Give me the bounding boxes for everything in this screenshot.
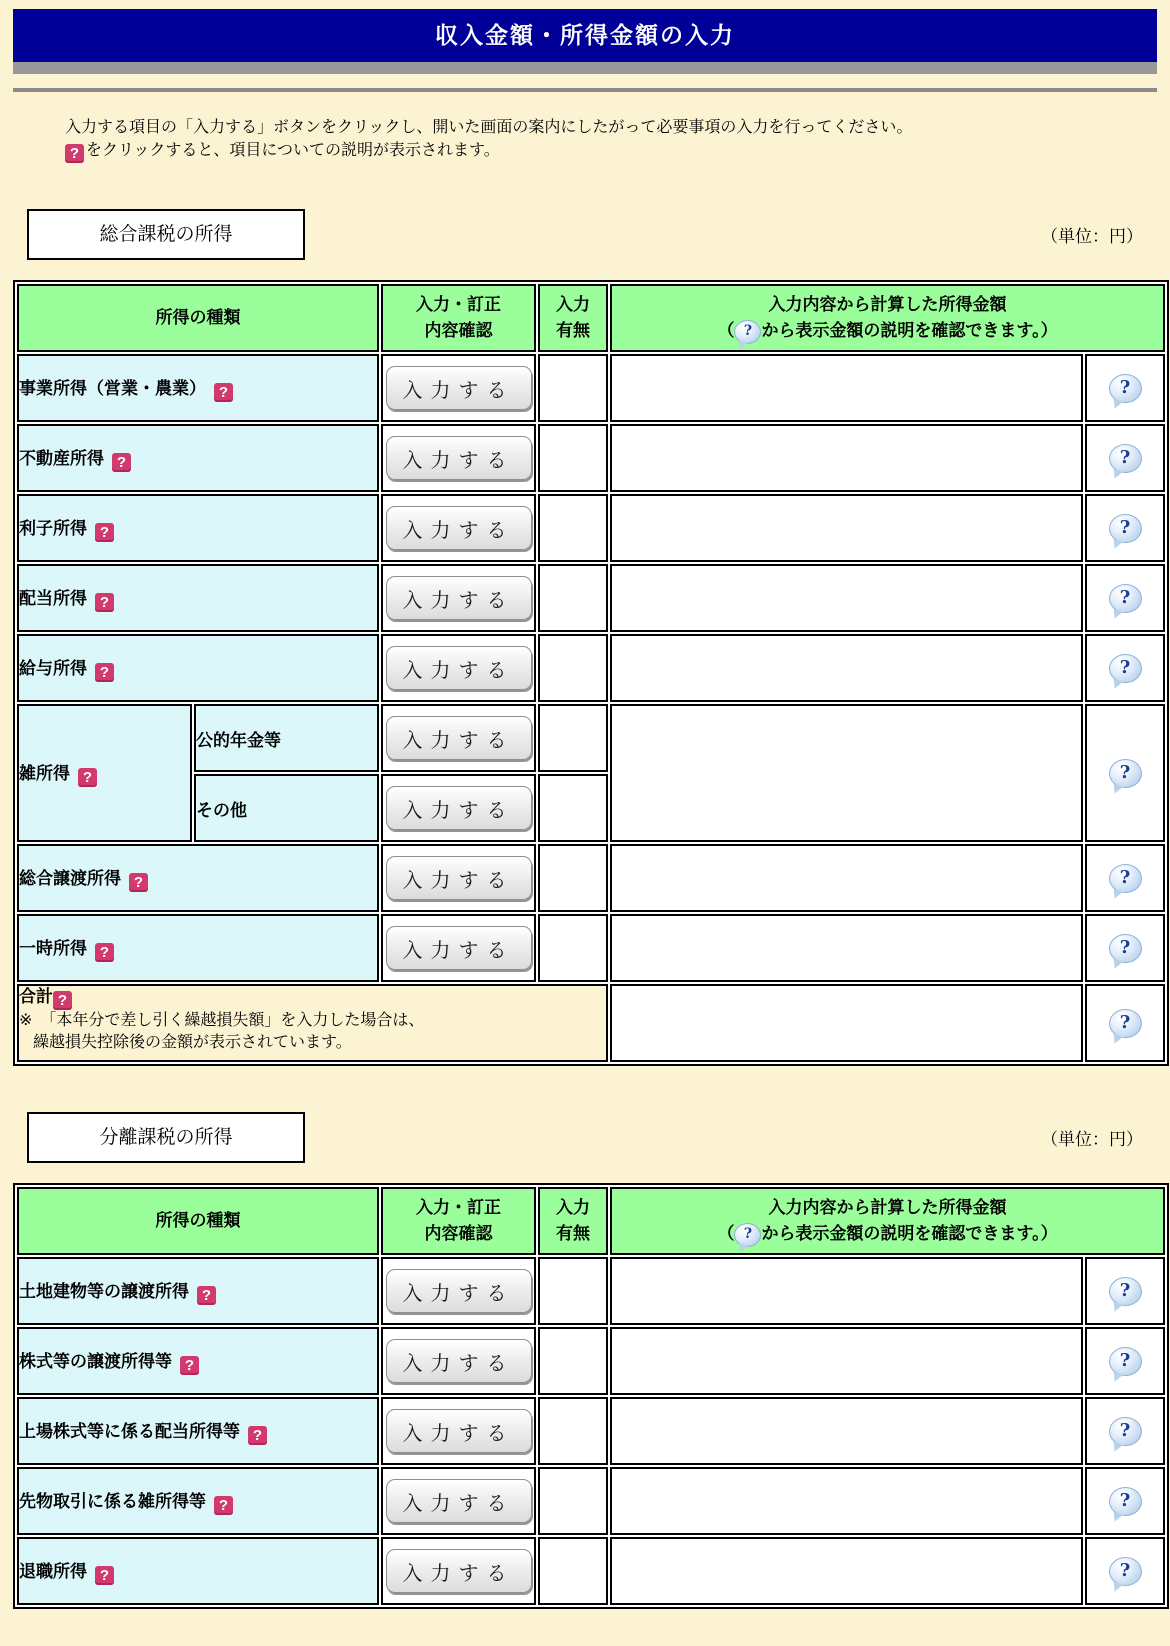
amount-help-icon-total[interactable]: ? [1109,1009,1142,1038]
input-flag-cell-public-pension [538,704,608,772]
help-badge-icon-business-agriculture[interactable]: ? [214,383,233,402]
column-header-input-line2: 内容確認 [424,1224,493,1243]
input-flag-cell-interest [538,494,608,562]
amount-cell-employment [610,634,1083,702]
separate-income-table-container [13,1183,1157,1609]
amount-header-help-icon[interactable]: ? [734,320,761,344]
amount-cell-real-estate [610,424,1083,492]
amount-help-cell-retirement [1085,1537,1165,1605]
column-header-computed-amount [610,284,1165,352]
column-header-amount-line2 [612,1221,1163,1247]
amount-header-note-text: から表示金額の説明を確認できます。） [761,1224,1058,1243]
input-button-cell-real-estate [381,424,536,492]
input-flag-cell-occasional [538,914,608,982]
income-type-label-real-estate: 不動産所得 [19,449,104,468]
table-row-dividend [17,564,1165,632]
amount-help-icon-occasional[interactable]: ? [1109,934,1142,963]
column-header-amount-line1: 入力内容から計算した所得金額 [768,295,1007,314]
amount-help-cell-comprehensive-transfer [1085,844,1165,912]
income-table [13,1183,1169,1609]
table-row-retirement [17,1537,1165,1605]
input-button-cell-listed-stock-dividend [381,1397,536,1465]
help-badge-icon-land-building-transfer[interactable]: ? [197,1286,216,1305]
table-row-listed-stock-dividend [17,1397,1165,1465]
column-header-flag-line2: 有無 [556,321,590,340]
income-type-cell-listed-stock-dividend [17,1397,379,1465]
input-flag-cell-dividend [538,564,608,632]
input-button-cell-other [381,774,536,842]
column-header-flag-line1: 入力 [556,295,590,314]
column-header-income-type: 所得の種類 [17,284,379,352]
input-flag-cell-other [538,774,608,842]
income-type-label-interest: 利子所得 [19,519,87,538]
amount-help-cell-futures-misc [1085,1467,1165,1535]
column-header-input-flag [538,284,608,352]
input-button-employment[interactable]: 入力する [386,646,532,690]
column-header-input-line2: 内容確認 [424,321,493,340]
input-button-occasional[interactable]: 入力する [386,926,532,970]
income-type-label-business-agriculture: 事業所得（営業・農業） [19,379,206,398]
help-badge-icon[interactable]: ? [65,144,84,163]
total-note-line1: ※ 「本年分で差し引く繰越損失額」を入力した場合は、 [19,1012,425,1029]
amount-help-icon-business-agriculture[interactable]: ? [1109,374,1142,403]
amount-help-icon-dividend[interactable]: ? [1109,584,1142,613]
income-type-label-futures-misc: 先物取引に係る雑所得等 [19,1492,206,1511]
divider-rule [13,88,1157,92]
input-button-cell-dividend [381,564,536,632]
help-badge-icon-misc[interactable]: ? [78,768,97,787]
amount-help-cell-stock-transfer [1085,1327,1165,1395]
amount-cell-futures-misc [610,1467,1083,1535]
income-type-label-retirement: 退職所得 [19,1562,87,1581]
income-type-cell-futures-misc [17,1467,379,1535]
input-flag-cell-business-agriculture [538,354,608,422]
column-header-input-confirm [381,284,536,352]
income-type-cell-employment [17,634,379,702]
input-button-futures-misc[interactable]: 入力する [386,1479,532,1523]
column-header-input-line1: 入力・訂正 [416,1198,501,1217]
section-head-separate [13,1112,1157,1163]
amount-cell-stock-transfer [610,1327,1083,1395]
amount-help-cell-dividend [1085,564,1165,632]
instruction-line-2-text: をクリックすると、項目についての説明が表示されます。 [86,142,500,159]
title-shadow-bar [13,62,1157,74]
help-badge-icon-employment[interactable]: ? [95,663,114,682]
amount-help-cell-employment [1085,634,1165,702]
income-type-cell-comprehensive-transfer [17,844,379,912]
amount-help-icon-interest[interactable]: ? [1109,514,1142,543]
help-badge-icon-real-estate[interactable]: ? [112,453,131,472]
amount-help-icon-listed-stock-dividend[interactable]: ? [1109,1417,1142,1446]
column-header-input-confirm [381,1187,536,1255]
input-flag-cell-land-building-transfer [538,1257,608,1325]
column-header-amount-line2 [612,318,1163,344]
amount-help-cell-misc [1085,704,1165,842]
amount-help-icon-stock-transfer[interactable]: ? [1109,1347,1142,1376]
input-button-land-building-transfer[interactable]: 入力する [386,1269,532,1313]
help-badge-icon-total[interactable]: ? [53,991,72,1010]
help-badge-icon-futures-misc[interactable]: ? [214,1496,233,1515]
income-type-label-stock-transfer: 株式等の譲渡所得等 [19,1352,172,1371]
income-type-label-land-building-transfer: 土地建物等の譲渡所得 [19,1282,189,1301]
input-button-cell-land-building-transfer [381,1257,536,1325]
amount-cell-comprehensive-transfer [610,844,1083,912]
amount-help-cell-occasional [1085,914,1165,982]
help-badge-icon-dividend[interactable]: ? [95,593,114,612]
input-button-cell-comprehensive-transfer [381,844,536,912]
aggregate-income-table-container [13,280,1157,1066]
amount-header-note-text: から表示金額の説明を確認できます。） [761,321,1058,340]
income-type-cell-real-estate [17,424,379,492]
amount-cell-dividend [610,564,1083,632]
table-row-futures-misc [17,1467,1165,1535]
help-badge-icon-interest[interactable]: ? [95,523,114,542]
table-row-comprehensive-transfer [17,844,1165,912]
amount-help-cell-interest [1085,494,1165,562]
input-button-interest[interactable]: 入力する [386,506,532,550]
income-type-cell-dividend [17,564,379,632]
input-button-cell-stock-transfer [381,1327,536,1395]
column-header-flag-line2: 有無 [556,1224,590,1243]
amount-header-help-icon[interactable]: ? [734,1223,761,1247]
section-label-separate-taxation: 分離課税の所得 [27,1112,305,1163]
table-row-real-estate [17,424,1165,492]
amount-help-icon-employment[interactable]: ? [1109,654,1142,683]
table-row-occasional [17,914,1165,982]
help-badge-icon-occasional[interactable]: ? [95,943,114,962]
total-label-cell [17,984,608,1062]
column-header-flag-line1: 入力 [556,1198,590,1217]
amount-help-icon-comprehensive-transfer[interactable]: ? [1109,864,1142,893]
income-type-cell-occasional [17,914,379,982]
input-button-stock-transfer[interactable]: 入力する [386,1339,532,1383]
unit-label: （単位：円） [1041,1130,1143,1149]
income-type-cell-land-building-transfer [17,1257,379,1325]
input-button-cell-futures-misc [381,1467,536,1535]
income-type-label-comprehensive-transfer: 総合譲渡所得 [19,869,121,888]
help-badge-icon-listed-stock-dividend[interactable]: ? [248,1426,267,1445]
amount-cell-business-agriculture [610,354,1083,422]
amount-help-icon-land-building-transfer[interactable]: ? [1109,1277,1142,1306]
amount-cell-listed-stock-dividend [610,1397,1083,1465]
table-row-stock-transfer [17,1327,1165,1395]
input-button-cell-occasional [381,914,536,982]
input-button-real-estate[interactable]: 入力する [386,436,532,480]
income-type-cell-stock-transfer [17,1327,379,1395]
amount-help-cell-listed-stock-dividend [1085,1397,1165,1465]
total-note-line2: 繰越損失控除後の金額が表示されています。 [33,1034,352,1051]
input-button-other[interactable]: 入力する [386,786,532,830]
column-header-income-type: 所得の種類 [17,1187,379,1255]
amount-cell-interest [610,494,1083,562]
income-type-label-employment: 給与所得 [19,659,87,678]
input-button-dividend[interactable]: 入力する [386,576,532,620]
input-flag-cell-stock-transfer [538,1327,608,1395]
amount-help-cell-real-estate [1085,424,1165,492]
input-flag-cell-retirement [538,1537,608,1605]
column-header-amount-line1: 入力内容から計算した所得金額 [768,1198,1007,1217]
amount-cell-retirement [610,1537,1083,1605]
amount-cell-total [610,984,1083,1062]
income-type-cell-retirement [17,1537,379,1605]
help-badge-icon-retirement[interactable]: ? [95,1566,114,1585]
table-row-land-building-transfer [17,1257,1165,1325]
input-button-cell-public-pension [381,704,536,772]
table-row-total [17,984,1165,1062]
income-type-cell-misc [17,704,192,842]
input-button-cell-retirement [381,1537,536,1605]
input-button-cell-employment [381,634,536,702]
unit-label: （単位：円） [1041,227,1143,246]
section-label-aggregate-taxation: 総合課税の所得 [27,209,305,260]
instruction-line-2 [65,139,1157,163]
income-table [13,280,1169,1066]
total-label: 合計 [19,987,53,1006]
income-type-label-dividend: 配当所得 [19,589,87,608]
input-button-retirement[interactable]: 入力する [386,1549,532,1593]
amount-help-cell-business-agriculture [1085,354,1165,422]
table-row-business-agriculture [17,354,1165,422]
income-subtype-cell-public-pension: 公的年金等 [194,704,379,772]
column-header-input-line1: 入力・訂正 [416,295,501,314]
income-type-label-misc: 雑所得 [19,764,70,783]
input-flag-cell-futures-misc [538,1467,608,1535]
table-row-employment [17,634,1165,702]
amount-help-icon-misc[interactable]: ? [1109,759,1142,788]
income-type-cell-business-agriculture [17,354,379,422]
input-button-listed-stock-dividend[interactable]: 入力する [386,1409,532,1453]
amount-cell-occasional [610,914,1083,982]
section-head-aggregate [13,209,1157,260]
amount-cell-land-building-transfer [610,1257,1083,1325]
table-row-interest [17,494,1165,562]
instruction-line-1: 入力する項目の「入力する」ボタンをクリックし、開いた画面の案内にしたがって必要事項の入力を行ってください。 [65,119,913,136]
income-subtype-cell-other: その他 [194,774,379,842]
column-header-input-flag [538,1187,608,1255]
column-header-computed-amount [610,1187,1165,1255]
page-title-text: 収入金額・所得金額の入力 [435,22,735,48]
help-badge-icon-comprehensive-transfer[interactable]: ? [129,873,148,892]
total-title-line [19,986,606,1010]
input-button-cell-interest [381,494,536,562]
amount-help-cell-land-building-transfer [1085,1257,1165,1325]
table-row-misc [17,704,1165,772]
input-button-public-pension[interactable]: 入力する [386,716,532,760]
amount-cell-misc [610,704,1083,842]
input-button-cell-business-agriculture [381,354,536,422]
input-flag-cell-comprehensive-transfer [538,844,608,912]
input-flag-cell-real-estate [538,424,608,492]
input-button-comprehensive-transfer[interactable]: 入力する [386,856,532,900]
income-type-label-occasional: 一時所得 [19,939,87,958]
input-flag-cell-employment [538,634,608,702]
amount-help-icon-futures-misc[interactable]: ? [1109,1487,1142,1516]
amount-help-icon-real-estate[interactable]: ? [1109,444,1142,473]
amount-help-icon-retirement[interactable]: ? [1109,1557,1142,1586]
amount-header-paren-open: （ [717,1224,735,1243]
income-type-label-listed-stock-dividend: 上場株式等に係る配当所得等 [19,1422,240,1441]
instructions-block [65,116,1157,163]
amount-help-cell-total [1085,984,1165,1062]
page-title [13,9,1157,62]
amount-header-paren-open: （ [717,321,735,340]
input-flag-cell-listed-stock-dividend [538,1397,608,1465]
input-button-business-agriculture[interactable]: 入力する [386,366,532,410]
income-type-cell-interest [17,494,379,562]
help-badge-icon-stock-transfer[interactable]: ? [180,1356,199,1375]
